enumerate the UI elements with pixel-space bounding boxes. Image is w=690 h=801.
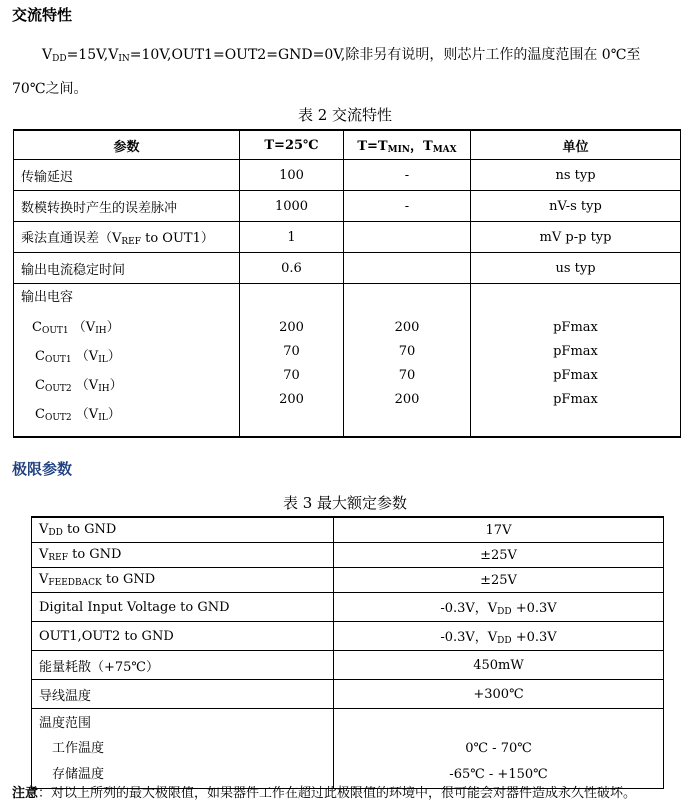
cap-tminmax-value: 70 [398,344,416,359]
section-heading-limits: 极限参数 [12,460,73,478]
cap-tminmax-value: 200 [394,320,420,335]
temp-item-value: 0℃ - 70℃ [465,741,532,756]
cap-t25-value: 70 [283,368,300,383]
table-row [32,680,664,709]
ac-characteristics-table [13,129,681,438]
table-row-output-capacitance [14,284,681,438]
header-unit: 单位 [471,130,681,160]
rating-value: ±25V [334,568,664,593]
cap-unit-value: pFmax [553,392,598,407]
temp-value-cell [334,709,664,789]
rating-param: $V_{FEEDBACK}$ to GND [32,568,334,593]
rating-value: +300℃ [334,680,664,709]
rating-value: 17V [334,517,664,543]
note-label: 注意 [12,786,39,801]
row-param: 乘法直通误差（$V_{REF}$ to OUT1） [14,222,240,253]
rating-param: Digital Input Voltage to GND [32,593,334,622]
rating-value: ±25V [334,543,664,568]
row-t25: 100 [240,160,344,191]
cap-item-label: $C_{OUT2}$ $(V_{IL})$ [35,407,121,423]
row-param: 数模转换时产生的误差脉冲 [14,191,240,222]
ac-intro-paragraph [12,40,672,104]
row-param: 输出电流稳定时间 [14,253,240,284]
note [12,782,636,801]
row-param: 传输延迟 [14,160,240,191]
temp-item-value: -65℃ - +150℃ [449,767,548,782]
cap-tminmax-cell [344,284,471,438]
temp-item-label: 工作温度 [52,741,105,756]
table-header-row [14,130,681,160]
rating-value: 450mW [334,651,664,680]
rating-param: 能量耗散（+75℃） [32,651,334,680]
cap-unit-value: pFmax [553,368,598,383]
table-row [32,517,664,543]
rating-value: -0.3V，$V_{DD} +0.3V$ [334,593,664,622]
row-t25: 1 [240,222,344,253]
row-tminmax [344,253,471,284]
temp-item-label: 存储温度 [52,767,105,782]
temp-group-title: 温度范围 [39,716,92,731]
intro-line-1: $V_{DD}=15V,V_{IN}=10V,OUT1=OUT2=GND=0V$,除非另有说明，则芯片工作的温度范围在 0℃至 [42,47,641,64]
table-row-temperature-range [32,709,664,789]
table-row [32,651,664,680]
row-t25: 0.6 [240,253,344,284]
cap-t25-value: 200 [279,392,304,407]
cap-item-label: $C_{OUT1}$ $(V_{IH})$ [32,320,120,336]
cap-tminmax-value: 70 [398,368,416,383]
table-row [14,253,681,284]
rating-param: 导线温度 [32,680,334,709]
rating-value: -0.3V，$V_{DD} +0.3V$ [334,622,664,651]
section-heading-ac: 交流特性 [12,6,73,24]
table3-caption: 表 3 最大额定参数 [282,494,408,512]
table-row [32,622,664,651]
row-tminmax [344,222,471,253]
table-row [32,593,664,622]
cap-unit-value: pFmax [553,344,598,359]
cap-item-label: $C_{OUT1}$ $(V_{IL})$ [35,349,121,365]
header-param: 参数 [14,130,240,160]
rating-param: $V_{REF}$ to GND [32,543,334,568]
row-t25: 1000 [240,191,344,222]
table-row [14,160,681,191]
row-unit: us typ [471,253,681,284]
cap-unit-cell [471,284,681,438]
cap-param-cell [14,284,240,438]
cap-unit-value: pFmax [553,320,598,335]
row-unit: ns typ [471,160,681,191]
rating-param: OUT1,OUT2 to GND [32,622,334,651]
cap-t25-value: 70 [283,344,300,359]
cap-t25-value: 200 [279,320,304,335]
rating-param: $V_{DD}$ to GND [32,517,334,543]
cap-group-title: 输出电容 [21,290,74,305]
row-tminmax: - [344,160,471,191]
note-text: ：对以上所列的最大极限值，如果器件工作在超过此极限值的环境中，很可能会对器件造成永久性破坏。 [38,786,637,801]
intro-line-2: 70℃之间。 [12,81,88,97]
row-unit: mV p-p typ [471,222,681,253]
table-row [14,222,681,253]
cap-tminmax-value: 200 [394,392,420,407]
table2-caption: 表 2 交流特性 [297,106,393,124]
row-tminmax: - [344,191,471,222]
table-row [32,568,664,593]
header-t25: T=25℃ [240,130,344,160]
cap-t25-cell [240,284,344,438]
row-unit: nV-s typ [471,191,681,222]
table-row [14,191,681,222]
table-row [32,543,664,568]
absolute-max-ratings-table [31,516,664,789]
header-tminmax: $T=T_{MIN}$，$T_{MAX}$ [344,130,471,160]
temp-param-cell [32,709,334,789]
cap-item-label: $C_{OUT2}$ $(V_{IH})$ [35,378,123,394]
